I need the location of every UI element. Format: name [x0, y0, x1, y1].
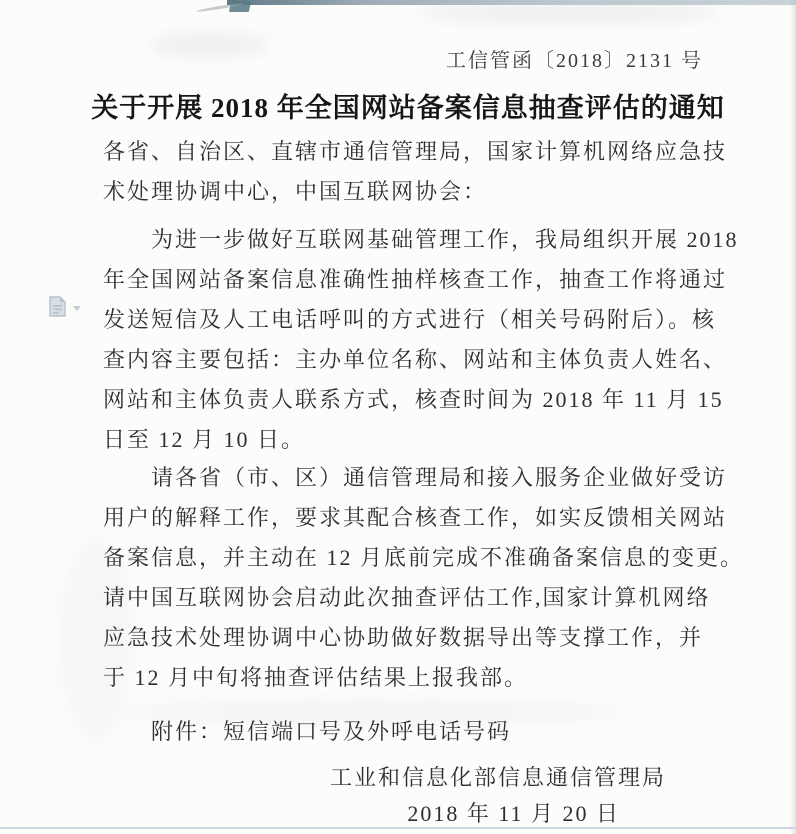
doc-title: 关于开展 2018 年全国网站备案信息抽查评估的通知 — [91, 93, 725, 123]
body-line: 应急技术处理协调中心协助做好数据导出等支撑工作，并 — [103, 625, 704, 650]
body-line: 请中国互联网协会启动此次抽查评估工作,国家计算机网络 — [103, 585, 711, 610]
salutation — [103, 132, 729, 212]
salutation-line: 各省、自治区、直辖市通信管理局，国家计算机网络应急技 — [103, 139, 728, 164]
body-line: 用户的解释工作，要求其配合核查工作，如实反馈相关网站 — [103, 505, 728, 530]
scan-smudge — [420, 2, 720, 24]
body-line: 年全国网站备案信息准确性抽样核查工作，抽查工作将通过 — [103, 267, 728, 292]
issue-date: 2018 年 11 月 20 日 — [407, 801, 620, 826]
body-line: 日至 12 月 10 日。 — [103, 427, 306, 452]
scan-right-edge-shadow — [790, 0, 796, 834]
attachment-line: 附件：短信端口号及外呼电话号码 — [151, 719, 512, 744]
attachment-note — [103, 712, 729, 752]
body-line: 于 12 月中旬将抽查评估结果上报我部。 — [103, 665, 529, 690]
body-line: 发送短信及人工电话呼叫的方式进行（相关号码附后）。核 — [103, 307, 717, 332]
salutation-line: 术处理协调中心，中国互联网协会： — [103, 179, 488, 204]
body-line: 查内容主要包括：主办单位名称、网站和主体负责人姓名、 — [103, 347, 728, 372]
body-line: 备案信息，并主动在 12 月底前完成不准确备案信息的变更。 — [103, 545, 745, 570]
scan-smudge — [150, 32, 270, 58]
paragraph-2 — [103, 458, 745, 698]
body-line: 为进一步做好互联网基础管理工作，我局组织开展 2018 — [151, 227, 739, 252]
doc-number: 工信管函〔2018〕2131 号 — [446, 50, 703, 72]
scan-bottom-edge-line — [0, 827, 796, 829]
paragraph-1 — [103, 220, 739, 460]
dropdown-arrow-icon[interactable] — [73, 306, 81, 311]
issuing-authority: 工业和信息化部信息通信管理局 — [329, 765, 666, 790]
body-line: 请各省（市、区）通信管理局和接入服务企业做好受访 — [151, 465, 728, 490]
body-line: 网站和主体负责人联系方式，核查时间为 2018 年 11 月 15 — [103, 387, 724, 412]
note-annotation-widget[interactable] — [48, 296, 82, 320]
